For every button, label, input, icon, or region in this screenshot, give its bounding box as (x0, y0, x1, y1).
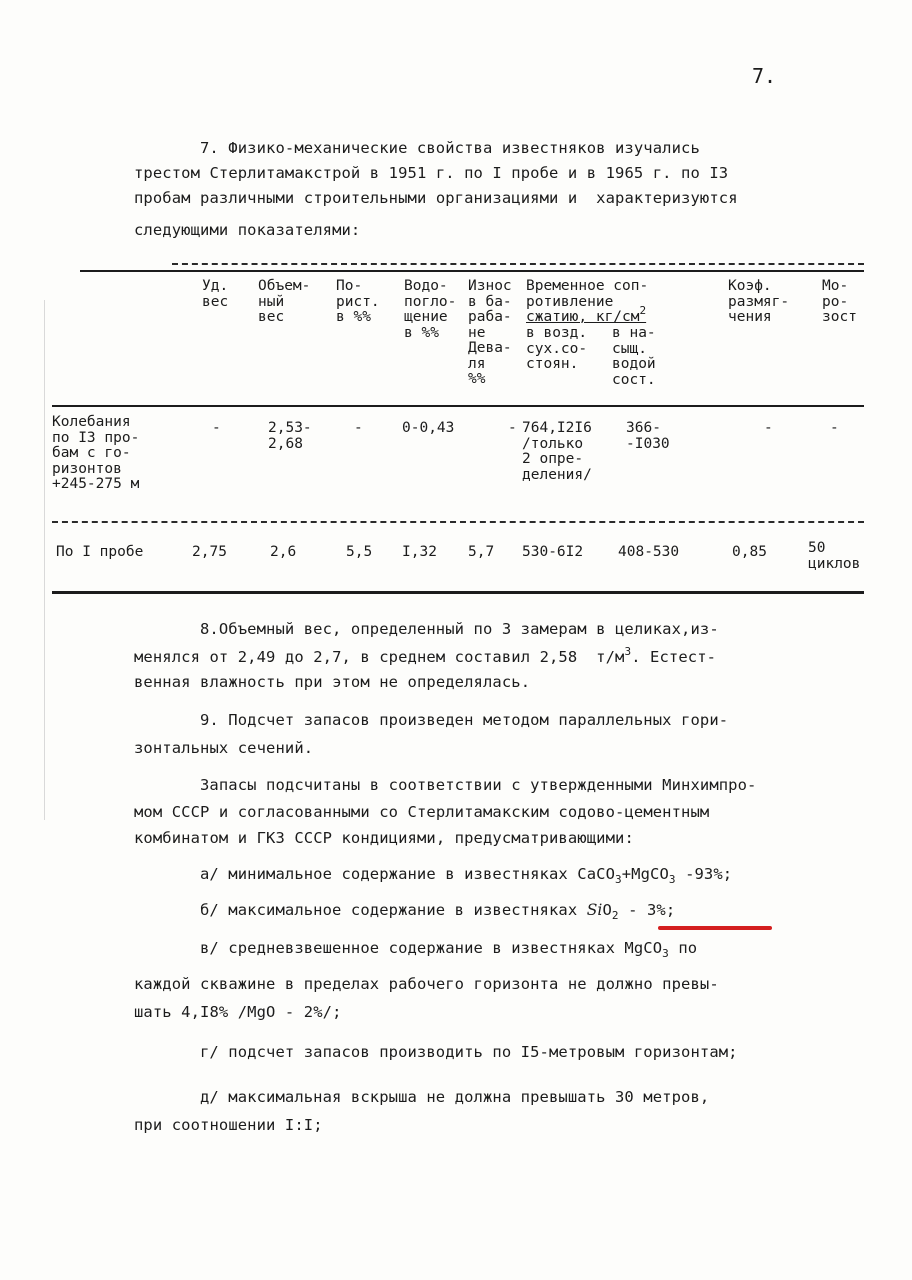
red-highlight-underline (658, 926, 772, 930)
row2-ud-ves: 2,75 (192, 544, 227, 560)
header-ud-ves: Уд. вес (202, 278, 229, 310)
header-szhatiyu: сжатию, $кг/см^2$ (526, 304, 647, 325)
row2-koef: 0,85 (732, 544, 767, 560)
header-moroz: Мо- ро- зост (822, 278, 857, 325)
row2-iznos: 5,7 (468, 544, 495, 560)
row1-obem-ves: 2,53- 2,68 (268, 420, 312, 452)
scan-edge-shadow (44, 300, 45, 820)
row1-iznos: - (508, 420, 517, 436)
p8-line-3: венная влажность при этом не определялась. (134, 673, 531, 691)
p8-line-1: 8.Объемный вес, определенный по 3 замерам в целиках,из- (200, 620, 719, 638)
header-iznos: Износ в ба- раба- не Дева- ля %% (468, 278, 512, 387)
row1-moroz: - (830, 420, 839, 436)
item-a: а/ минимальное содержание в известняках CaCO$_3$+MgCO$_3$ -93%; (200, 865, 733, 886)
row1-koef: - (764, 420, 773, 436)
row1-ud-ves: - (212, 420, 221, 436)
row2-v-nasysh: 408-530 (618, 544, 680, 560)
header-koef: Коэф. размяг- чения (728, 278, 790, 325)
p8-line-2: менялся от 2,49 до 2,7, в среднем составил 2,58 $т/м^3$. Естест- (134, 645, 717, 666)
item-v-line-1: в/ средневзвешенное содержание в известняках MgCO$_3$ по (200, 939, 698, 960)
row1-v-vozd: 764,I2I6 /только 2 опре- деления/ (522, 420, 592, 483)
row1-poristost: - (354, 420, 363, 436)
header-v-nasysh: в на- сыщ. водой сост. (612, 325, 656, 388)
row2-label: По I пробе (56, 544, 144, 560)
intro-line-2: трестом Стерлитамакстрой в 1951 г. по I пробе и в 1965 г. по I3 (134, 164, 729, 182)
reserves-line-2: мом СССР и согласованными со Стерлитамакским содово-цементным (134, 803, 710, 821)
header-obem-ves: Объем- ный вес (258, 278, 311, 325)
item-b: б/ максимальное содержание в известняках SiO$_2$ - 3%; (200, 901, 676, 922)
reserves-line-1: Запасы подсчитаны в соответствии с утвержденными Минхимпро- (200, 776, 757, 794)
header-vremennoe: Временное соп- ротивление (526, 278, 649, 310)
header-vodopogloshchenie: Водо- погло- щение в %% (404, 278, 457, 341)
intro-line-1: 7. Физико-механические свойства известняков изучались (200, 139, 700, 157)
item-d-line-2: при соотношении I:I; (134, 1116, 323, 1134)
intro-line-3: пробам различными строительными организациями и характеризуются (134, 189, 738, 207)
header-v-vozd: в возд. сух.со- стоян. (526, 325, 588, 372)
row2-poristost: 5,5 (346, 544, 373, 560)
table-top-rule (172, 263, 864, 265)
table-row-separator (52, 521, 864, 523)
row2-obem-ves: 2,6 (270, 544, 297, 560)
p9-line-2: зонтальных сечений. (134, 739, 314, 757)
reserves-line-3: комбинатом и ГКЗ СССР кондициями, предусматривающими: (134, 829, 634, 847)
row2-moroz: 50 циклов (808, 540, 861, 572)
p9-line-1: 9. Подсчет запасов произведен методом параллельных гори- (200, 711, 729, 729)
table-bottom-rule (52, 591, 864, 594)
row1-v-nasysh: 366- -I030 (626, 420, 670, 452)
header-poristost: По- рист. в %% (336, 278, 380, 325)
item-d-line-1: д/ максимальная вскрыша не должна превышать 30 метров, (200, 1088, 710, 1106)
row2-vodopogl: I,32 (402, 544, 437, 560)
item-v-line-3: шать 4,I8% /MgO - 2%/; (134, 1003, 342, 1021)
item-v-line-2: каждой скважине в пределах рабочего горизонта не должно превы- (134, 975, 719, 993)
page-number: 7. (752, 64, 777, 88)
table-body-rule (52, 405, 864, 407)
intro-line-4: следующими показателями: (134, 221, 361, 239)
row2-v-vozd: 530-6I2 (522, 544, 584, 560)
item-g: г/ подсчет запасов производить по I5-метровым горизонтам; (200, 1043, 738, 1061)
row1-label: Колебания по I3 про- бам с го- ризонтов +245-275 м (52, 414, 140, 492)
properties-table (52, 255, 864, 595)
table-header-rule (80, 270, 864, 272)
row1-vodopogl: 0-0,43 (402, 420, 455, 436)
